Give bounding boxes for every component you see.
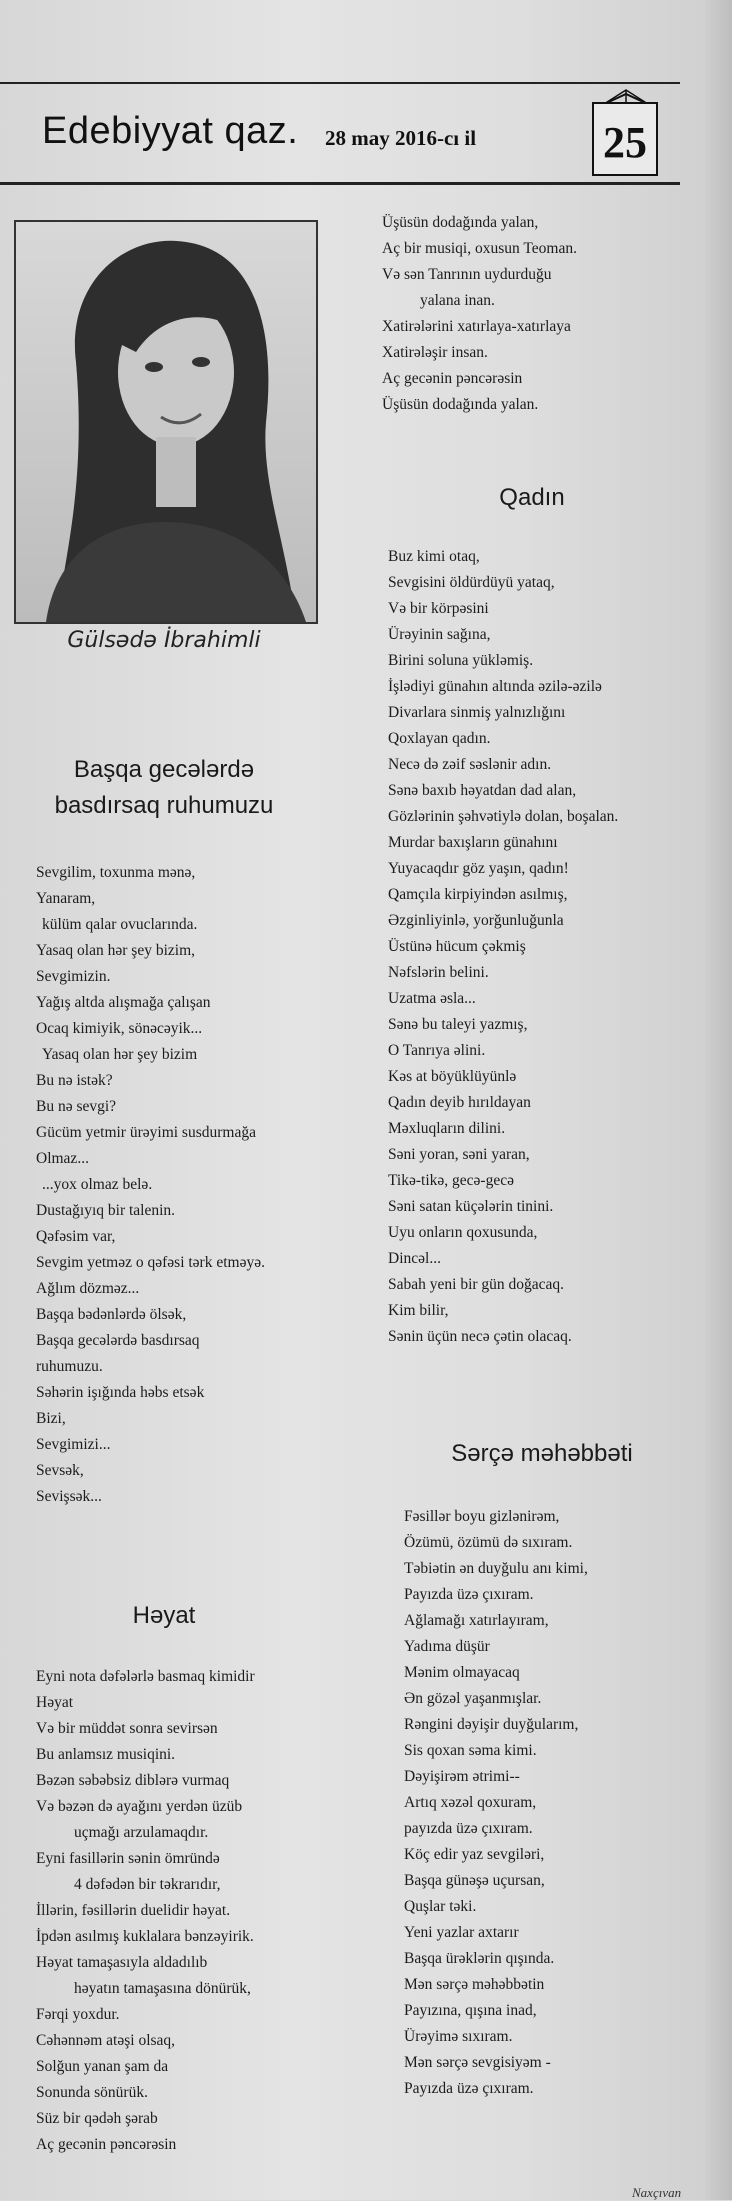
poem-line: Sevgim yetməz o qəfəsi tərk etməyə. — [36, 1254, 265, 1271]
poem-line: Məxluqların dilini. — [388, 1120, 506, 1137]
poem-line: Həyat — [36, 1694, 74, 1711]
poem-line: Qamçıla kirpiyindən asılmış, — [388, 886, 568, 903]
poem-line: O Tanrıya əlini. — [388, 1042, 486, 1059]
poem-line: Xatirələşir insan. — [382, 344, 488, 361]
poem-serce-lines — [404, 1504, 588, 2102]
poem-line: Sis qoxan səma kimi. — [404, 1742, 537, 1759]
poem-title-basqa — [14, 756, 314, 820]
issue-date: 28 may 2016-cı il — [325, 126, 477, 150]
poem-line: yalana inan. — [420, 292, 495, 309]
poem-line: Olmaz... — [36, 1150, 89, 1167]
poem-line: Quşlar təki. — [404, 1898, 477, 1915]
signature: Naxçıvan — [632, 2185, 682, 2200]
portrait-image — [16, 222, 316, 622]
poem-line: Süz bir qədəh şərab — [36, 2110, 158, 2127]
poem-line: İpdən asılmış kuklalara bənzəyirik. — [36, 1928, 254, 1945]
poem-line: Uzatma əsla... — [388, 990, 476, 1007]
poem-line: Təbiətin ən duyğulu anı kimi, — [404, 1560, 588, 1577]
poem-line: Fərqi yoxdur. — [36, 2006, 120, 2023]
poem-line: Divarlara sinmiş yalnızlığını — [388, 704, 566, 721]
poem-line: Ürəyinin sağına, — [388, 626, 491, 643]
poem-line: Dincəl... — [388, 1250, 441, 1267]
poem-line: Sevsək, — [36, 1462, 84, 1479]
poem-line: Sevişsək... — [36, 1488, 102, 1505]
poem-title-basqa-line2: basdırsaq ruhumuzu — [54, 792, 274, 819]
poem-line: Payızda üzə çıxıram. — [404, 1586, 534, 1603]
poem-line: Dəyişirəm ətrimi-- — [404, 1768, 520, 1785]
poem-line: Sənin üçün necə çətin olacaq. — [388, 1328, 572, 1345]
poem-title-heyat: Həyat — [132, 1602, 196, 1629]
poem-line: Əzginliyinlə, yorğunluğunla — [388, 912, 564, 929]
poem-line: Payızda üzə çıxıram. — [404, 2080, 534, 2097]
poem-line: Aç gecənin pəncərəsin — [382, 370, 523, 387]
poem-line: Sevgimizi... — [36, 1436, 111, 1453]
poem-line: Sonunda sönürük. — [36, 2084, 148, 2101]
page-header — [0, 68, 680, 190]
poem-line: Üstünə hücum çəkmiş — [388, 938, 526, 955]
poem-line: Qoxlayan qadın. — [388, 730, 491, 747]
poem-line: Səhərin işığında həbs etsək — [36, 1384, 205, 1401]
poem-heyat-lines — [36, 1664, 255, 2158]
poem-line: Nəfslərin belini. — [388, 964, 489, 981]
poem-line: Mən sərçə məhəbbətin — [404, 1976, 545, 1993]
poem-line: külüm qalar ovuclarında. — [42, 916, 198, 933]
poem-line: Solğun yanan şam da — [36, 2058, 169, 2075]
poem-line: Yasaq olan hər şey bizim — [42, 1046, 198, 1063]
poem-line: İşlədiyi günahın altında əzilə-əzilə — [388, 678, 602, 695]
newspaper-name: Edebiyyat qaz. — [42, 110, 299, 152]
poem-line: Qəfəsim var, — [36, 1228, 116, 1245]
poem-line: Başqa günəşə uçursan, — [404, 1872, 545, 1889]
author-name: Gülsədə İbrahimli — [67, 628, 261, 653]
poem-line: Yanaram, — [36, 890, 96, 907]
poem-line: Səni satan küçələrin tinini. — [388, 1198, 554, 1215]
poem-line: Uyu onların qoxusunda, — [388, 1224, 538, 1241]
poem-line: Köç edir yaz sevgiləri, — [404, 1846, 545, 1863]
poem-cont-lines — [382, 210, 577, 418]
poem-line: Sevgisini öldürdüyü yataq, — [388, 574, 555, 591]
poem-line: Üşüsün dodağında yalan. — [382, 396, 539, 413]
poem-line: Sənə baxıb həyatdan dad alan, — [388, 782, 577, 799]
poem-line: İllərin, fəsillərin duelidir həyat. — [36, 1902, 231, 1919]
poem-line: Və bəzən də ayağını yerdən üzüb — [36, 1798, 243, 1815]
header-top-rule — [0, 82, 680, 84]
poem-line: Bəzən səbəbsiz diblərə vurmaq — [36, 1772, 230, 1789]
poem-line: Xatirələrini xatırlaya-xatırlaya — [382, 318, 571, 335]
poem-line: Murdar baxışların günahını — [388, 834, 558, 851]
poem-line: Kəs at böyüklüyünlə — [388, 1068, 517, 1085]
poem-line: Eyni nota dəfələrlə basmaq kimidir — [36, 1668, 255, 1685]
poem-line: Sənə bu taleyi yazmış, — [388, 1016, 528, 1033]
poem-line: Birini soluna yükləmiş. — [388, 652, 534, 669]
poem-line: Rəngini dəyişir duyğularım, — [404, 1716, 579, 1733]
poem-line: ...yox olmaz belə. — [42, 1176, 153, 1193]
poem-line: Özümü, özümü də sıxıram. — [404, 1534, 573, 1551]
poem-line: Və bir müddət sonra sevirsən — [36, 1720, 218, 1737]
poem-line: Fəsillər boyu gizlənirəm, — [404, 1508, 560, 1525]
poem-line: Tikə-tikə, gecə-gecə — [388, 1172, 514, 1189]
poem-line: Bizi, — [36, 1410, 66, 1427]
poem-line: Səni yoran, səni yaran, — [388, 1146, 530, 1163]
poem-line: Başqa ürəklərin qışında. — [404, 1950, 555, 1967]
poem-line: Yasaq olan hər şey bizim, — [36, 942, 195, 959]
poem-line: Ən gözəl yaşanmışlar. — [404, 1690, 542, 1707]
poem-line: Mən sərçə sevgisiyəm - — [404, 2054, 551, 2071]
poem-basqa-lines — [36, 860, 265, 1510]
poem-line: Aç gecənin pəncərəsin — [36, 2136, 177, 2153]
poem-line: Sevgilim, toxunma mənə, — [36, 864, 196, 881]
poem-line: Sevgimizin. — [36, 968, 111, 985]
poem-qadin-lines — [388, 544, 618, 1350]
poem-line: Başqa gecələrdə basdırsaq — [36, 1332, 200, 1349]
poem-line: Ürəyimə sıxıram. — [404, 2028, 513, 2045]
poem-line: Aç bir musiqi, oxusun Teoman. — [382, 240, 577, 257]
poem-line: Artıq xəzəl qoxuram, — [404, 1794, 537, 1811]
poem-line: Bu anlamsız musiqini. — [36, 1746, 176, 1763]
header-bottom-rule — [0, 182, 680, 185]
poem-line: Buz kimi otaq, — [388, 548, 480, 565]
poem-line: Həyat tamaşasıyla aldadılıb — [36, 1954, 208, 1971]
poem-line: Kim bilir, — [388, 1302, 449, 1319]
poem-line: Sabah yeni bir gün doğacaq. — [388, 1276, 565, 1293]
poem-line: Ağlamağı xatırlayıram, — [404, 1612, 549, 1629]
poem-line: Üşüsün dodağında yalan, — [382, 214, 539, 231]
author-photo — [14, 220, 318, 624]
poem-line: Cəhənnəm atəşi olsaq, — [36, 2032, 176, 2049]
poem-line: Necə də zəif səslənir adın. — [388, 756, 552, 773]
poem-line: Bu nə istək? — [36, 1072, 113, 1089]
poem-line: Dustağıyıq bir talenin. — [36, 1202, 176, 1219]
poem-line: Və sən Tanrının uydurduğu — [382, 266, 552, 283]
poem-line: Yadıma düşür — [404, 1638, 490, 1655]
page-number: 25 — [592, 102, 658, 176]
poem-line: Bu nə sevgi? — [36, 1098, 117, 1115]
poem-line: Gözlərinin şəhvətiylə dolan, boşalan. — [388, 808, 619, 825]
poem-line: Başqa bədənlərdə ölsək, — [36, 1306, 187, 1323]
poem-line: Ocaq kimiyik, sönəcəyik... — [36, 1020, 203, 1037]
poem-line: Və bir körpəsini — [388, 600, 489, 617]
poem-title-basqa-line1: Başqa gecələrdə — [73, 756, 255, 783]
poem-line: Mənim olmayacaq — [404, 1664, 520, 1681]
poem-line: Eyni fasillərin sənin ömründə — [36, 1850, 220, 1867]
poem-line: Yeni yazlar axtarır — [404, 1924, 519, 1941]
poem-line: 4 dəfədən bir təkrarıdır, — [74, 1876, 221, 1893]
poem-line: Yuyacaqdır göz yaşın, qadın! — [388, 860, 569, 877]
poem-line: Gücüm yetmir ürəyimi susdurmağa — [36, 1124, 256, 1141]
poem-line: Payızına, qışına inad, — [404, 2002, 537, 2019]
poem-line: Ağlım dözməz... — [36, 1280, 140, 1297]
poem-line: Yağış altda alışmağa çalışan — [36, 994, 211, 1011]
poem-line: payızda üzə çıxıram. — [404, 1820, 533, 1837]
poem-line: Qadın deyib hırıldayan — [388, 1094, 531, 1111]
poem-title-serce: Sərçə məhəbbəti — [451, 1440, 633, 1467]
poem-line: uçmağı arzulamaqdır. — [74, 1824, 209, 1841]
poem-line: ruhumuzu. — [36, 1358, 103, 1375]
poem-line: həyatın tamaşasına dönürük, — [74, 1980, 251, 1997]
poem-title-qadin: Qadın — [499, 484, 565, 511]
page-fold — [705, 0, 732, 2200]
